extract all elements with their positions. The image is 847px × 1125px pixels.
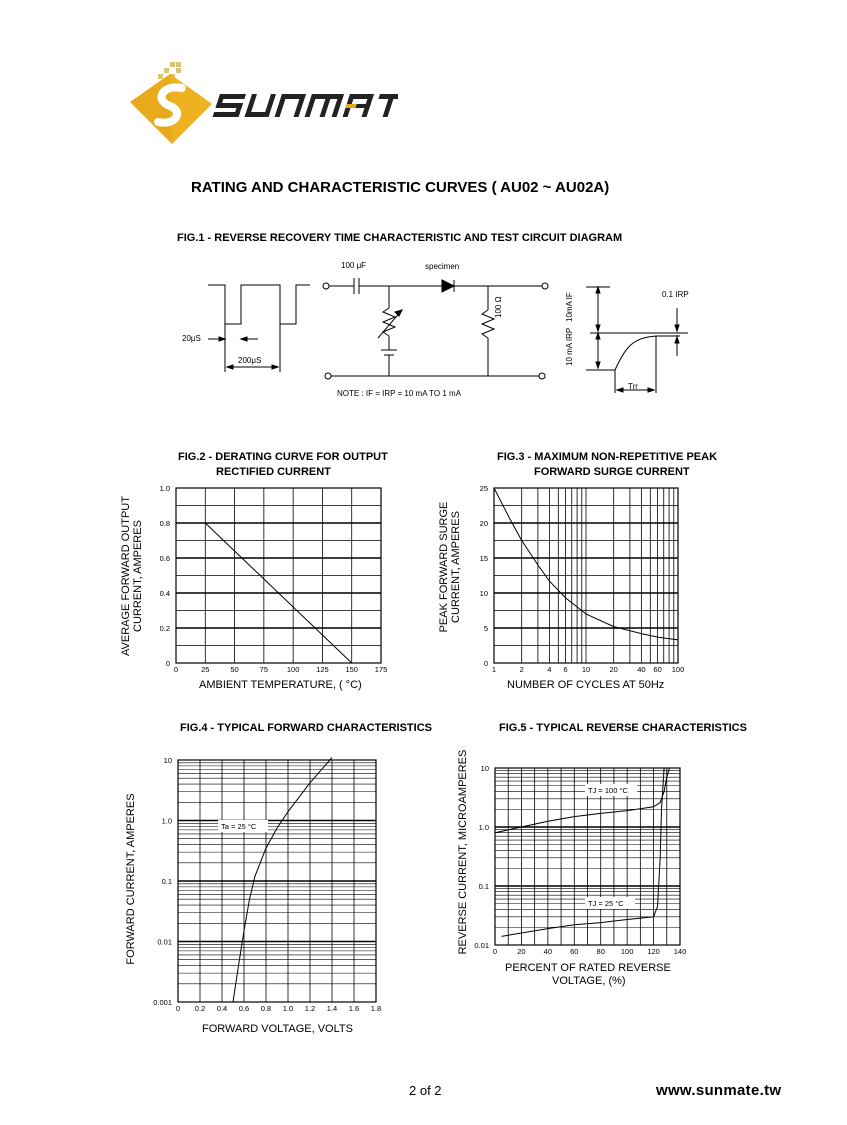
y-tick-label: 0.1 xyxy=(478,882,489,891)
fig5-xlabel-line2: VOLTAGE, (%) xyxy=(552,975,626,987)
fig1-note: NOTE : IF = IRP = 10 mA TO 1 mA xyxy=(337,389,462,398)
x-tick-label: 0.4 xyxy=(216,1004,228,1013)
x-tick-label: 1 xyxy=(491,665,497,674)
fig4-title: FIG.4 - TYPICAL FORWARD CHARACTERISTICS xyxy=(180,722,432,734)
fig2-ylabel-line2: CURRENT, AMPERES xyxy=(132,520,144,632)
fig4-chart xyxy=(140,755,390,1020)
y-tick-label: 1.0 xyxy=(478,823,489,832)
fig2-xlabel: AMBIENT TEMPERATURE, ( °C) xyxy=(199,679,362,691)
x-tick-label: 125 xyxy=(316,665,329,674)
x-tick-label: 25 xyxy=(201,665,210,674)
y-tick-label: 0.1 xyxy=(161,877,172,886)
fig5-annotation-hot: TJ = 100 °C xyxy=(588,786,628,795)
fig5-annotation-cold: TJ = 25 °C xyxy=(588,899,624,908)
x-tick-label: 50 xyxy=(230,665,239,674)
y-tick-label: 10 xyxy=(480,764,489,773)
sunmate-logo-graphic xyxy=(128,60,398,150)
specimen-label: specimen xyxy=(425,262,460,271)
x-tick-label: 0.2 xyxy=(194,1004,206,1013)
fig5-ylabel: REVERSE CURRENT, MICROAMPERES xyxy=(457,749,469,955)
pulse-width-label: 20μS xyxy=(182,334,201,343)
y-tick-label: 0.6 xyxy=(159,554,170,563)
y-tick-label: 0.4 xyxy=(159,589,170,598)
x-tick-label: 120 xyxy=(647,947,660,956)
fig3-title-line1: FIG.3 - MAXIMUM NON-REPETITIVE PEAK xyxy=(497,451,718,463)
x-tick-label: 100 xyxy=(671,665,685,674)
x-tick-label: 1.2 xyxy=(304,1004,316,1013)
fig2-ylabel-line1: AVERAGE FORWARD OUTPUT xyxy=(120,496,132,656)
y-tick-label: 20 xyxy=(479,519,488,528)
pulse-waveform xyxy=(208,285,310,324)
trr-label: Trr xyxy=(628,382,638,391)
company-logo xyxy=(128,60,398,150)
x-tick-label: 40 xyxy=(543,947,553,956)
fig4-xlabel: FORWARD VOLTAGE, VOLTS xyxy=(202,1023,353,1035)
fig5-xlabel-line1: PERCENT OF RATED REVERSE xyxy=(505,962,671,974)
x-tick-label: 0.6 xyxy=(238,1004,250,1013)
x-tick-label: 20 xyxy=(517,947,526,956)
series-line-2 xyxy=(502,768,664,936)
x-tick-label: 100 xyxy=(286,665,300,674)
x-tick-label: 40 xyxy=(637,665,646,674)
x-tick-label: 0.8 xyxy=(260,1004,272,1013)
x-tick-label: 0 xyxy=(492,947,498,956)
x-tick-label: 4 xyxy=(547,665,552,674)
y-tick-label: 10 xyxy=(163,756,172,765)
x-tick-label: 0 xyxy=(173,665,179,674)
fig5-title: FIG.5 - TYPICAL REVERSE CHARACTERISTICS xyxy=(499,722,747,734)
y-tick-label: 5 xyxy=(483,624,488,633)
x-tick-label: 1.6 xyxy=(348,1004,360,1013)
y-tick-label: 0.001 xyxy=(153,998,172,1007)
x-tick-label: 20 xyxy=(609,665,618,674)
fig3-chart xyxy=(470,480,700,675)
fig2-chart xyxy=(150,480,400,675)
page-title: RATING AND CHARACTERISTIC CURVES ( AU02 ~ AU02A) xyxy=(191,179,610,196)
irp-01-label: 0.1 IRP xyxy=(662,290,689,299)
x-tick-label: 80 xyxy=(596,947,605,956)
x-tick-label: 175 xyxy=(374,665,388,674)
x-tick-label: 75 xyxy=(259,665,269,674)
website-url: www.sunmate.tw xyxy=(656,1082,782,1099)
x-tick-label: 100 xyxy=(620,947,634,956)
y-tick-label: 1.0 xyxy=(159,484,170,493)
y-tick-label: 0 xyxy=(165,659,170,668)
y-tick-label: 1.0 xyxy=(161,816,172,826)
fig2-title-line2: RECTIFIED CURRENT xyxy=(216,466,331,478)
pulse-period-label: 200μS xyxy=(238,356,262,365)
y-tick-label: 0.2 xyxy=(159,624,170,633)
x-tick-label: 60 xyxy=(570,947,579,956)
y-tick-label: 0.01 xyxy=(157,937,172,947)
fig3-ylabel-line2: CURRENT, AMPERES xyxy=(450,511,462,623)
page-number: 2 of 2 xyxy=(409,1083,442,1098)
x-tick-label: 6 xyxy=(563,665,568,674)
x-tick-label: 1.0 xyxy=(282,1004,294,1013)
x-tick-label: 2 xyxy=(519,665,524,674)
x-tick-label: 1.4 xyxy=(326,1004,338,1013)
fig3-xlabel: NUMBER OF CYCLES AT 50Hz xyxy=(507,679,665,691)
x-tick-label: 1.8 xyxy=(370,1004,382,1013)
fig3-ylabel-line1: PEAK FORWARD SURGE xyxy=(438,501,450,633)
if-label: 10mA IF xyxy=(565,292,574,322)
resistor-label: 100 Ω xyxy=(494,296,503,318)
fig2-title-line1: FIG.2 - DERATING CURVE FOR OUTPUT xyxy=(178,451,388,463)
x-tick-label: 0 xyxy=(175,1004,181,1013)
fig3-title-line2: FORWARD SURGE CURRENT xyxy=(534,466,690,478)
y-tick-label: 0.8 xyxy=(159,519,170,528)
fig3-ylabel xyxy=(438,492,462,642)
x-tick-label: 140 xyxy=(673,947,687,956)
y-tick-label: 0.01 xyxy=(474,941,489,950)
fig4-annotation: Ta = 25 °C xyxy=(221,822,257,831)
y-tick-label: 25 xyxy=(479,484,488,493)
x-tick-label: 60 xyxy=(653,665,662,674)
y-tick-label: 0 xyxy=(483,659,488,668)
y-tick-label: 15 xyxy=(479,554,488,563)
x-tick-label: 150 xyxy=(345,665,358,674)
capacitor-label: 100 μF xyxy=(341,261,367,270)
x-tick-label: 10 xyxy=(581,665,591,674)
y-tick-label: 10 xyxy=(479,589,488,598)
fig1-title: FIG.1 - REVERSE RECOVERY TIME CHARACTERISTIC AND TEST CIRCUIT DIAGRAM xyxy=(177,232,623,244)
irp-label: 10 mA IRP xyxy=(565,327,574,366)
fig5-chart xyxy=(465,760,695,960)
fig2-ylabel xyxy=(120,486,144,666)
fig4-ylabel: FORWARD CURRENT, AMPERES xyxy=(125,793,137,965)
recovery-curve xyxy=(615,336,680,370)
